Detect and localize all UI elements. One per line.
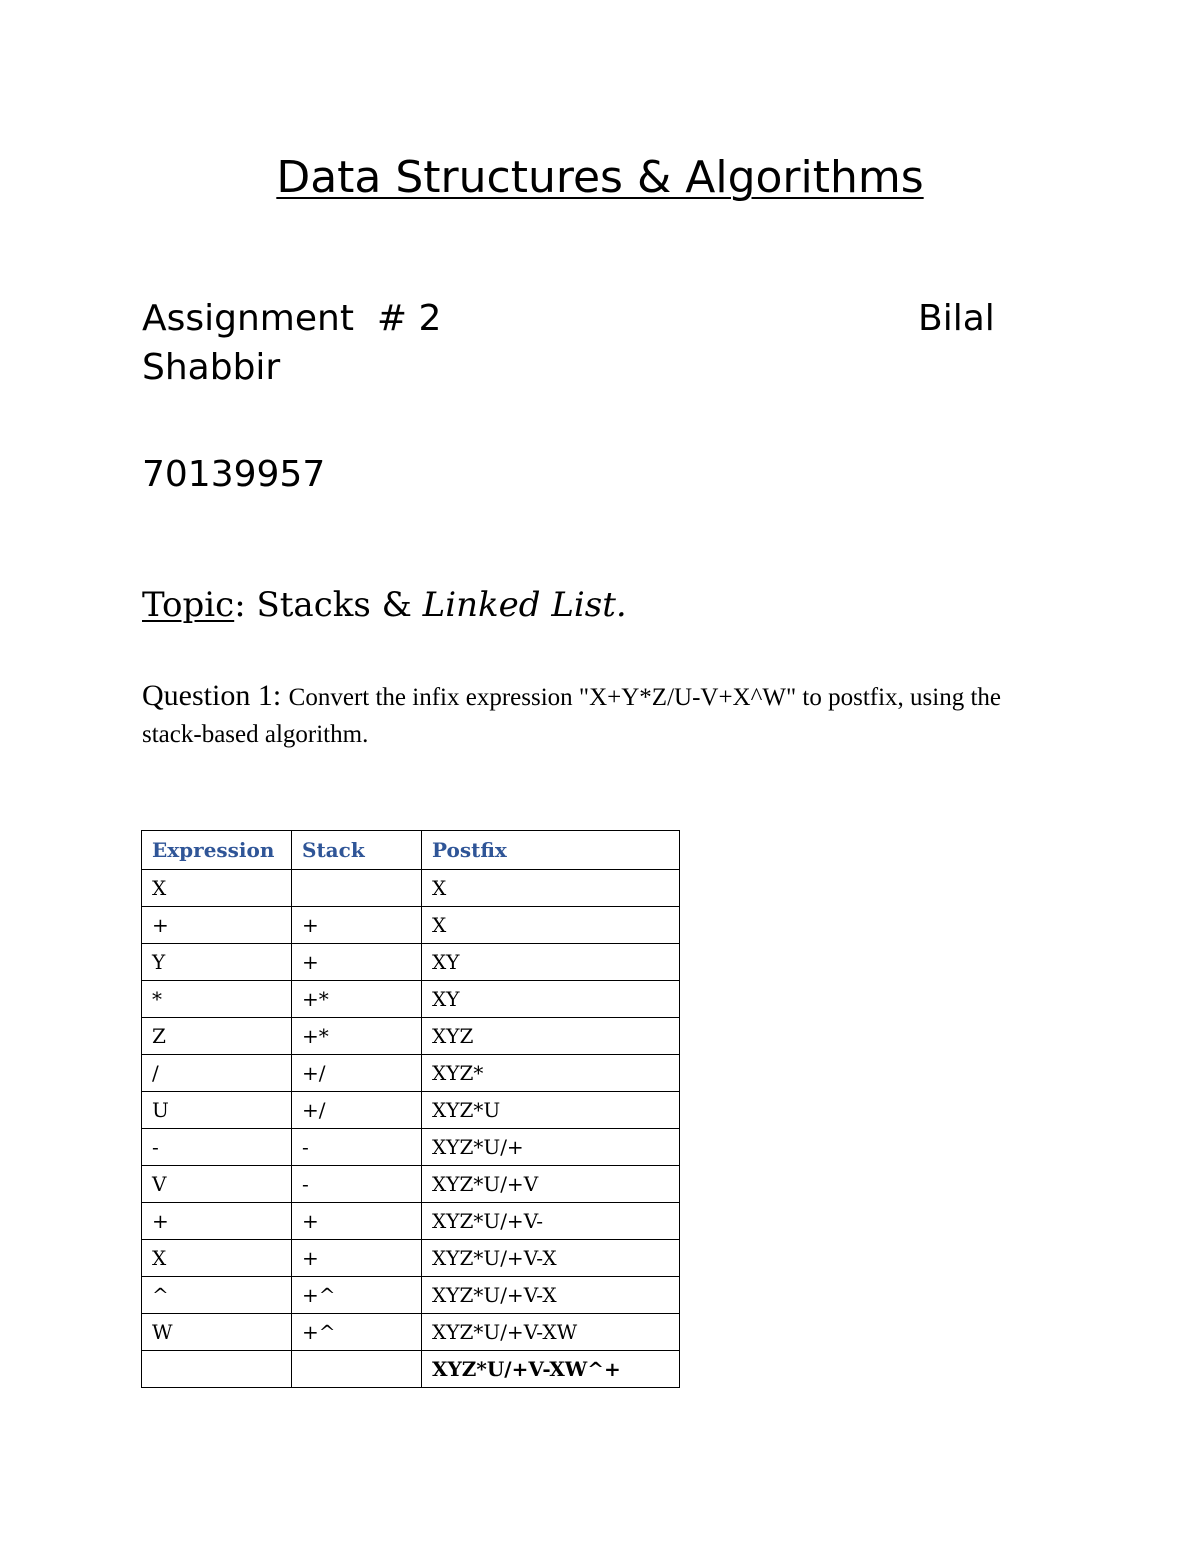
cell-postfix: XYZ*U/+V: [422, 1166, 680, 1203]
cell-expression: Z: [142, 1018, 292, 1055]
cell-expression: Y: [142, 944, 292, 981]
cell-expression: U: [142, 1092, 292, 1129]
cell-stack: +*: [292, 1018, 422, 1055]
header-stack: Stack: [292, 831, 422, 870]
question-text: Convert the infix expression "X+Y*Z/U-V+X^W" to postfix, using the stack-based algorithm.: [142, 684, 1002, 748]
author-last-name: Shabbir: [142, 347, 281, 388]
student-id: 70139957: [142, 454, 326, 495]
cell-postfix: XYZ*U: [422, 1092, 680, 1129]
author-first-name: Bilal: [918, 298, 995, 339]
cell-stack: +: [292, 944, 422, 981]
table-header-row: [142, 831, 680, 870]
cell-expression: V: [142, 1166, 292, 1203]
table-row: [142, 1055, 680, 1092]
cell-stack: +^: [292, 1314, 422, 1351]
table-row: [142, 1277, 680, 1314]
question-1: [142, 677, 1052, 753]
cell-stack: +/: [292, 1055, 422, 1092]
cell-postfix: XY: [422, 944, 680, 981]
cell-expression: [142, 1351, 292, 1388]
table-row: [142, 981, 680, 1018]
cell-expression: X: [142, 870, 292, 907]
cell-expression: +: [142, 1203, 292, 1240]
topic-italic: Linked List.: [422, 585, 627, 625]
assignment-label: Assignment # 2: [142, 298, 442, 339]
conversion-table: [141, 830, 680, 1388]
cell-stack: +^: [292, 1277, 422, 1314]
cell-stack: +/: [292, 1092, 422, 1129]
topic-line: [142, 582, 627, 628]
table-row: [142, 1129, 680, 1166]
cell-postfix: XYZ*: [422, 1055, 680, 1092]
table-row: [142, 1240, 680, 1277]
cell-postfix: XYZ*U/+V-XW: [422, 1314, 680, 1351]
cell-stack: [292, 1351, 422, 1388]
cell-expression: +: [142, 907, 292, 944]
topic-separator: :: [234, 585, 257, 625]
cell-postfix: XYZ*U/+V-X: [422, 1277, 680, 1314]
header-postfix: Postfix: [422, 831, 680, 870]
table-row: [142, 1092, 680, 1129]
table-row: [142, 1314, 680, 1351]
table-row: [142, 907, 680, 944]
cell-stack: +: [292, 907, 422, 944]
cell-expression: /: [142, 1055, 292, 1092]
cell-postfix: X: [422, 870, 680, 907]
table-row: [142, 1166, 680, 1203]
cell-stack: [292, 870, 422, 907]
cell-expression: X: [142, 1240, 292, 1277]
table-row: [142, 1018, 680, 1055]
assignment-line: [142, 294, 1012, 344]
cell-postfix: XYZ*U/+: [422, 1129, 680, 1166]
table-row: [142, 1203, 680, 1240]
topic-plain: Stacks &: [256, 585, 423, 625]
cell-stack: +: [292, 1240, 422, 1277]
cell-postfix: X: [422, 907, 680, 944]
cell-postfix: XY: [422, 981, 680, 1018]
table-row: [142, 944, 680, 981]
cell-stack: +: [292, 1203, 422, 1240]
page-title: Data Structures & Algorithms: [276, 152, 924, 203]
table-row-final: [142, 1351, 680, 1388]
final-postfix-result: XYZ*U/+V-XW^+: [422, 1351, 680, 1388]
question-label: Question 1:: [142, 679, 289, 712]
cell-expression: ^: [142, 1277, 292, 1314]
cell-stack: +*: [292, 981, 422, 1018]
header-expression: Expression: [142, 831, 292, 870]
cell-expression: -: [142, 1129, 292, 1166]
table-row: [142, 870, 680, 907]
cell-postfix: XYZ: [422, 1018, 680, 1055]
topic-label: Topic: [142, 585, 235, 625]
cell-postfix: XYZ*U/+V-X: [422, 1240, 680, 1277]
cell-expression: W: [142, 1314, 292, 1351]
cell-stack: -: [292, 1166, 422, 1203]
cell-stack: -: [292, 1129, 422, 1166]
cell-postfix: XYZ*U/+V-: [422, 1203, 680, 1240]
cell-expression: *: [142, 981, 292, 1018]
